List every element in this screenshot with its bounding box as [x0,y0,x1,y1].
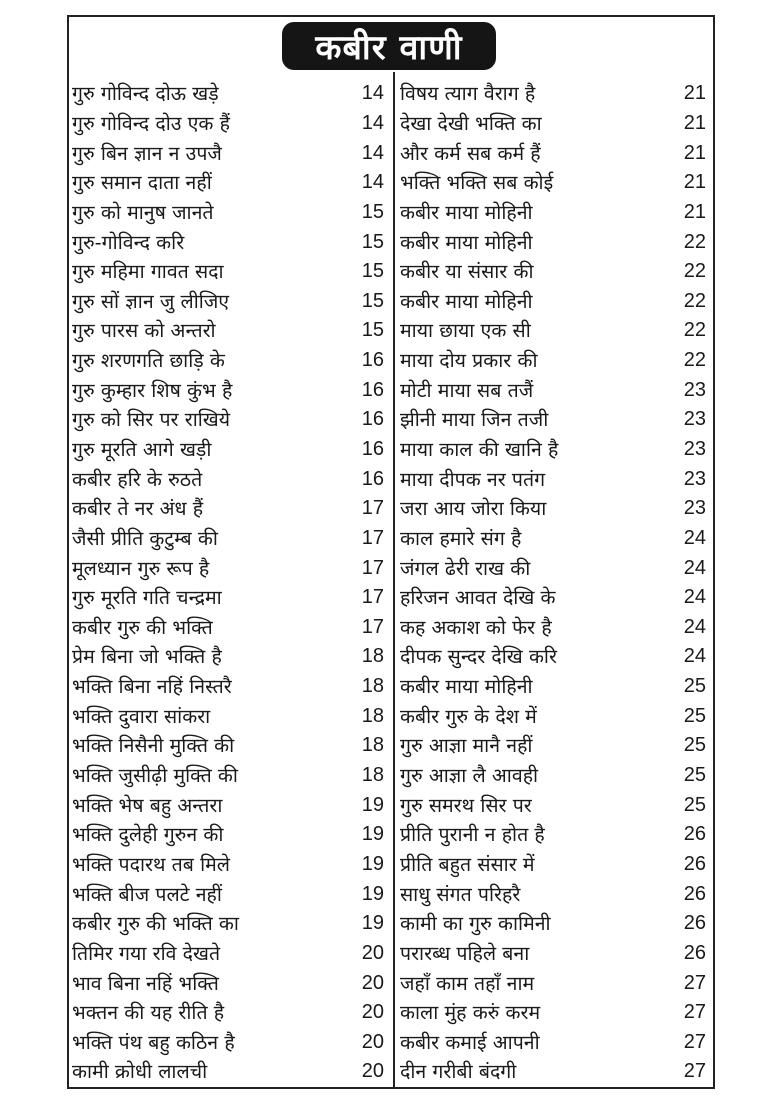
entry-page-number: 15 [361,200,384,223]
entry-title: कबीर माया मोहिनी [400,230,533,254]
index-entry [72,672,388,702]
index-entry [400,257,710,287]
entry-title: गुरु मूरति आगे खड़ी [72,438,212,461]
entry-title: गुरु गोविन्द दोऊ खड़े [72,82,219,106]
entry-title: काल हमारे संग है [400,526,522,550]
index-entry [400,968,710,998]
entry-title: भाव बिना नहिं भक्ति [72,971,219,995]
index-entry [72,850,388,880]
entry-page-number: 22 [683,289,706,312]
entry-title: भक्ति दुवारा सांकरा [72,704,211,728]
index-entry [72,701,388,731]
entry-page-number: 23 [683,438,706,460]
entry-page-number: 27 [683,1060,706,1083]
entry-page-number: 18 [361,764,384,787]
entry-title: कबीर हरि के रुठते [72,467,203,491]
entry-page-number: 25 [683,764,706,787]
entry-title: झीनी माया जिन तजी [400,408,549,432]
entry-page-number: 16 [361,438,384,460]
entry-title: प्रीति पुरानी न होत है [400,823,545,847]
index-entry [72,464,388,494]
entry-title: दीन गरीबी बंदगी [400,1060,517,1084]
entry-page-number: 20 [361,1060,384,1083]
index-entry [72,198,388,228]
index-entry [400,316,710,346]
entry-page-number: 19 [361,793,384,816]
entry-page-number: 27 [683,1030,706,1053]
index-entry [400,553,710,583]
entry-title: भक्ति पंथ बहु कठिन है [72,1030,235,1054]
entry-title: जहाँ काम तहाँ नाम [400,971,535,995]
entry-page-number: 24 [683,615,706,638]
entry-page-number: 20 [361,1001,384,1024]
index-entry [72,227,388,257]
entry-title: जैसी प्रीति कुटुम्ब की [72,526,218,550]
index-entry [400,998,710,1028]
index-entry [400,435,710,465]
index-entry [400,405,710,435]
entry-page-number: 16 [361,349,384,372]
entry-title: कबीर माया मोहिनी [400,289,533,313]
index-entry [400,198,710,228]
entry-title: तिमिर गया रवि देखते [72,941,221,965]
index-column-right [400,79,710,1087]
entry-title: परारब्ध पहिले बना [400,941,530,965]
entry-title: भक्ति दुलेही गुरुन की [72,823,224,847]
entry-page-number: 14 [361,111,384,134]
index-entry [72,553,388,583]
index-entry [400,672,710,702]
index-entry [400,286,710,316]
entry-title: गुरु शरणगति छाड़ि के [72,349,225,373]
entry-title: भक्ति पदारथ तब मिले [72,852,231,876]
entry-page-number: 16 [361,408,384,431]
entry-title: गुरु महिमा गावत सदा [72,260,224,284]
index-entry [72,761,388,791]
entry-page-number: 19 [361,823,384,846]
entry-page-number: 25 [683,734,706,757]
entry-title: कामी का गुरु कामिनी [400,912,551,936]
entry-title: कबीर माया मोहिनी [400,675,533,699]
entry-page-number: 15 [361,260,384,283]
page-title: कबीर वाणी [282,22,496,70]
entry-page-number: 14 [361,141,384,164]
index-entry [72,968,388,998]
index-entry [72,939,388,969]
index-entry [72,286,388,316]
entry-title: गुरु मूरति गति चन्द्रमा [72,586,222,610]
entry-page-number: 19 [361,912,384,935]
entry-page-number: 17 [361,526,384,549]
entry-title: जंगल ढेरी राख की [400,556,531,580]
entry-title: देखा देखी भक्ति का [400,111,542,135]
index-entry [400,701,710,731]
entry-page-number: 26 [683,912,706,935]
entry-title: गुरु गोविन्द दोउ एक हैं [72,111,230,135]
entry-page-number: 25 [683,675,706,698]
index-entry [72,494,388,524]
index-entry [400,168,710,198]
index-entry [72,375,388,405]
entry-title: भक्ति भेष बहु अन्तरा [72,793,223,817]
entry-title: मूलध्यान गुरु रूप है [72,556,210,580]
entry-title: भक्ति जुसीढ़ी मुक्ति की [72,764,238,788]
entry-page-number: 20 [361,941,384,964]
entry-page-number: 15 [361,230,384,253]
entry-page-number: 22 [683,230,706,253]
index-entry [400,613,710,643]
entry-page-number: 24 [683,645,706,668]
entry-page-number: 24 [683,586,706,609]
index-entry [400,464,710,494]
index-entry [400,761,710,791]
index-entry [72,731,388,761]
entry-page-number: 19 [361,882,384,905]
entry-title: प्रीति बहुत संसार में [400,852,535,876]
entry-page-number: 21 [683,82,706,105]
entry-title: हरिजन आवत देखि के [400,586,556,610]
index-entry [400,909,710,939]
entry-title: साधु संगत परिहरै [400,882,521,906]
index-entry [400,1057,710,1087]
column-divider [393,72,395,1088]
index-entry [400,1028,710,1058]
index-entry [400,642,710,672]
index-entry [72,790,388,820]
entry-page-number: 26 [683,941,706,964]
entry-page-number: 23 [683,467,706,490]
entry-page-number: 19 [361,852,384,875]
index-entry [72,316,388,346]
index-entry [72,346,388,376]
entry-title: भक्ति भक्ति सब कोई [400,171,554,195]
index-entry [72,1057,388,1087]
index-entry [72,583,388,613]
entry-page-number: 15 [361,289,384,312]
entry-page-number: 25 [683,793,706,816]
entry-title: जरा आय जोरा किया [400,497,547,521]
entry-title: भक्ति निसैनी मुक्ति की [72,734,235,758]
index-entry [400,346,710,376]
index-entry [400,494,710,524]
entry-page-number: 23 [683,408,706,431]
entry-title: माया दीपक नर पतंग [400,467,546,491]
entry-title: गुरु समरथ सिर पर [400,793,532,817]
entry-title: विषय त्याग वैराग है [400,82,536,106]
index-entry [72,1028,388,1058]
index-entry [400,524,710,554]
index-entry [400,227,710,257]
index-entry [400,939,710,969]
entry-page-number: 15 [361,319,384,342]
entry-page-number: 17 [361,586,384,609]
entry-title: माया छाया एक सी [400,319,531,343]
entry-title: भक्ति बीज पलटे नहीं [72,882,222,906]
index-entry [400,731,710,761]
entry-title: गुरु कुम्हार शिष कुंभ है [72,378,233,402]
entry-page-number: 20 [361,1030,384,1053]
entry-title: गुरु आज्ञा लै आवही [400,764,539,788]
entry-title: माया दोय प्रकार की [400,349,538,373]
entry-page-number: 18 [361,645,384,668]
entry-title: गुरु-गोविन्द करि [72,230,185,254]
index-entry [72,79,388,109]
entry-title: दीपक सुन्दर देखि करि [400,645,557,669]
index-entry [72,998,388,1028]
index-entry [400,879,710,909]
index-entry [400,138,710,168]
entry-title: गुरु समान दाता नहीं [72,171,212,195]
index-entry [72,168,388,198]
entry-title: कबीर गुरु की भक्ति [72,615,213,639]
entry-title: कबीर या संसार की [400,260,534,284]
entry-page-number: 18 [361,704,384,727]
entry-page-number: 21 [683,200,706,223]
index-entry [400,790,710,820]
entry-title: मोटी माया सब तजैं [400,378,534,402]
entry-title: कबीर ते नर अंध हैं [72,497,204,521]
entry-title: कबीर कमाई आपनी [400,1030,540,1054]
entry-title: कबीर गुरु की भक्ति का [72,912,239,936]
entry-page-number: 24 [683,526,706,549]
entry-page-number: 24 [683,556,706,579]
entry-title: कबीर माया मोहिनी [400,200,533,224]
entry-page-number: 22 [683,319,706,342]
entry-title: कामी क्रोधी लालची [72,1060,208,1084]
entry-page-number: 21 [683,141,706,164]
entry-title: गुरु पारस को अन्तरो [72,319,216,343]
index-entry [400,820,710,850]
entry-title: प्रेम बिना जो भक्ति है [72,645,222,669]
entry-page-number: 21 [683,171,706,194]
index-entry [72,524,388,554]
entry-page-number: 23 [683,378,706,401]
entry-page-number: 23 [683,497,706,520]
entry-title: गुरु को सिर पर राखिये [72,408,231,432]
index-entry [72,138,388,168]
index-entry [400,109,710,139]
entry-title: गुरु आज्ञा मानै नहीं [400,734,533,758]
index-entry [72,613,388,643]
entry-title: गुरु बिन ज्ञान न उपजै [72,141,222,165]
index-entry [72,257,388,287]
entry-title: और कर्म सब कर्म हैं [400,141,541,165]
index-entry [72,405,388,435]
index-entry [72,109,388,139]
entry-title: गुरु सों ज्ञान जु लीजिए [72,289,230,313]
entry-title: भक्तन की यह रीति है [72,1001,225,1025]
entry-title: काला मुंह करुं करम [400,1001,541,1025]
index-entry [400,583,710,613]
entry-page-number: 22 [683,349,706,372]
index-column-left [72,79,388,1087]
entry-page-number: 27 [683,971,706,994]
entry-title: कह अकाश को फेर है [400,615,552,639]
index-entry [72,879,388,909]
index-entry [72,642,388,672]
entry-page-number: 14 [361,82,384,105]
entry-page-number: 17 [361,497,384,520]
entry-page-number: 18 [361,734,384,757]
entry-title: माया काल की खानि है [400,438,559,461]
index-entry [72,435,388,465]
entry-page-number: 16 [361,378,384,401]
entry-page-number: 26 [683,852,706,875]
entry-title: कबीर गुरु के देश में [400,704,537,728]
entry-title: भक्ति बिना नहिं निस्तरै [72,675,232,699]
entry-page-number: 18 [361,675,384,698]
entry-page-number: 25 [683,704,706,727]
entry-page-number: 14 [361,171,384,194]
index-entry [72,909,388,939]
entry-page-number: 22 [683,260,706,283]
entry-title: गुरु को मानुष जानते [72,200,214,224]
index-entry [400,850,710,880]
entry-page-number: 26 [683,882,706,905]
entry-page-number: 21 [683,111,706,134]
entry-page-number: 17 [361,556,384,579]
entry-page-number: 20 [361,971,384,994]
index-entry [400,79,710,109]
entry-page-number: 27 [683,1001,706,1024]
index-entry [400,375,710,405]
entry-page-number: 26 [683,823,706,846]
entry-page-number: 17 [361,615,384,638]
index-entry [72,820,388,850]
entry-page-number: 16 [361,467,384,490]
